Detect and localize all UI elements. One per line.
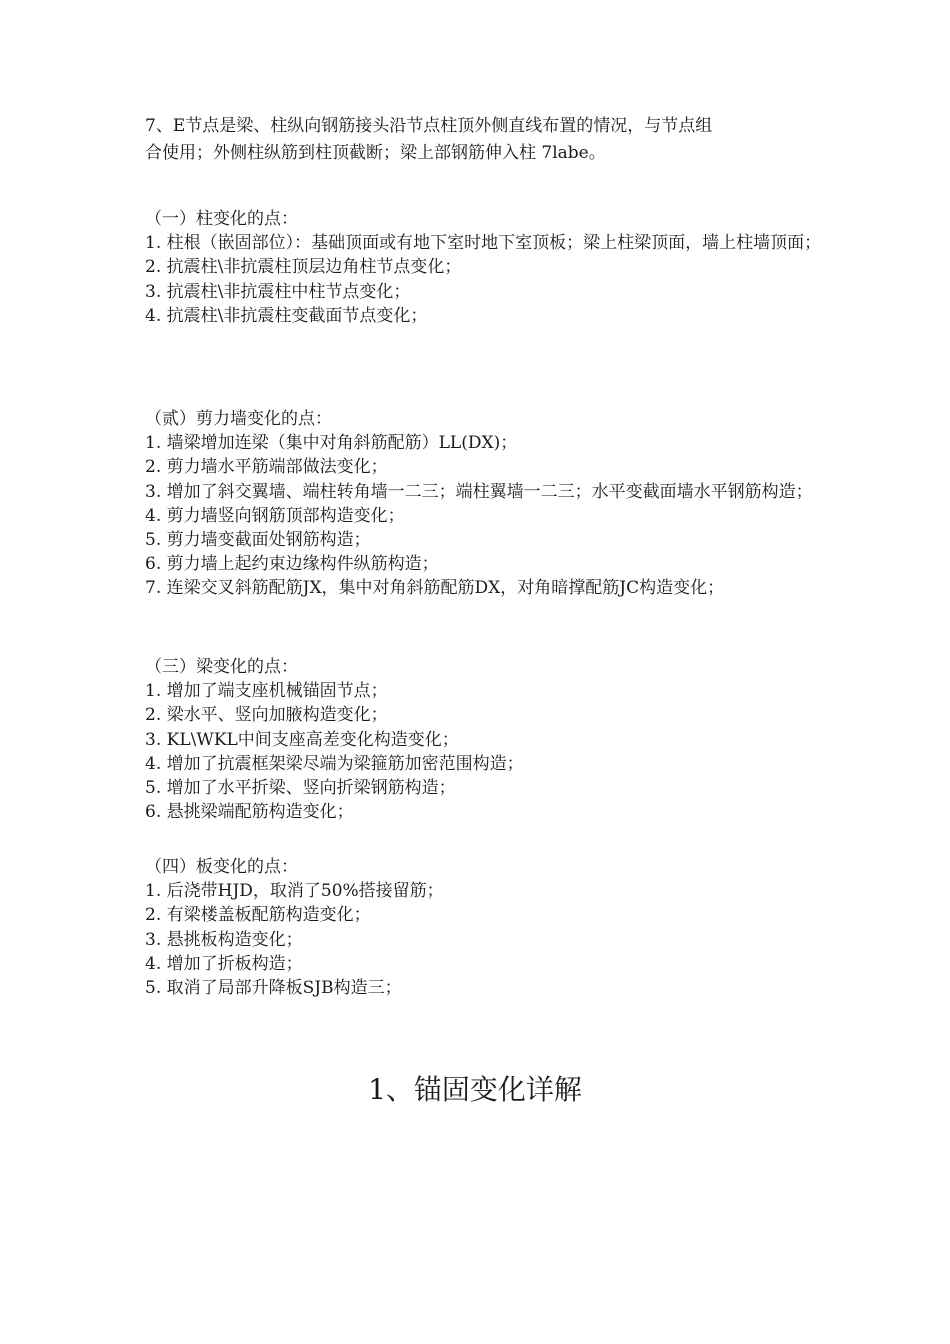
list-item: 1. 后浇带HJD，取消了50%搭接留筋； — [145, 881, 444, 902]
section-column-changes — [145, 207, 845, 328]
list-item: 2. 梁水平、竖向加腋构造变化； — [145, 705, 388, 726]
list-item: 3. 抗震柱\非抗震柱中柱节点变化； — [145, 281, 411, 302]
list-item: 5. 剪力墙变截面处钢筋构造； — [145, 530, 371, 551]
section-list — [145, 679, 845, 824]
list-item: 1. 增加了端支座机械锚固节点； — [145, 681, 388, 702]
list-item: 4. 剪力墙竖向钢筋顶部构造变化； — [145, 505, 405, 526]
list-item: 6. 剪力墙上起约束边缘构件纵筋构造； — [145, 554, 439, 575]
list-item: 1. 柱根（嵌固部位）：基础顶面或有地下室时地下室顶板；梁上柱梁顶面，墙上柱墙顶面； — [145, 233, 822, 254]
list-item: 2. 有梁楼盖板配筋构造变化； — [145, 905, 371, 926]
intro-paragraph — [145, 113, 845, 167]
list-item: 2. 抗震柱\非抗震柱顶层边角柱节点变化； — [145, 257, 462, 278]
list-item: 7. 连梁交叉斜筋配筋JX，集中对角斜筋配筋DX，对角暗撑配筋JC构造变化； — [145, 578, 725, 599]
list-item: 4. 增加了抗震框架梁尽端为梁箍筋加密范围构造； — [145, 753, 524, 774]
section-list — [145, 231, 845, 328]
list-item: 3. 增加了斜交翼墙、端柱转角墙一二三；端柱翼墙一二三；水平变截面墙水平钢筋构造； — [145, 481, 813, 502]
section-heading: 1、锚固变化详解 — [368, 1073, 582, 1106]
intro-line-1: 7、E节点是梁、柱纵向钢筋接头沿节点柱顶外侧直线布置的情况，与节点组 — [145, 116, 713, 136]
list-item: 3. KL\WKL中间支座高差变化构造变化； — [145, 729, 459, 750]
list-item: 5. 增加了水平折梁、竖向折梁钢筋构造； — [145, 778, 456, 799]
list-item: 4. 抗震柱\非抗震柱变截面节点变化； — [145, 305, 428, 326]
list-item: 6. 悬挑梁端配筋构造变化； — [145, 802, 354, 823]
section-title: （四）板变化的点： — [145, 857, 298, 877]
section-list — [145, 431, 845, 600]
list-item: 2. 剪力墙水平筋端部做法变化； — [145, 457, 388, 478]
section-title: （一）柱变化的点： — [145, 209, 298, 229]
section-list — [145, 879, 845, 1000]
list-item: 1. 墙梁增加连梁（集中对角斜筋配筋）LL(DX)； — [145, 433, 518, 454]
section-title: （贰）剪力墙变化的点： — [145, 409, 332, 429]
section-slab-changes — [145, 855, 845, 1000]
section-title: （三）梁变化的点： — [145, 657, 298, 677]
section-shear-wall-changes — [145, 407, 845, 601]
intro-line-2: 合使用；外侧柱纵筋到柱顶截断；梁上部钢筋伸入柱 7labe。 — [145, 143, 606, 163]
list-item: 3. 悬挑板构造变化； — [145, 929, 303, 950]
list-item: 5. 取消了局部升降板SJB构造三； — [145, 978, 402, 999]
section-beam-changes — [145, 655, 845, 824]
list-item: 4. 增加了折板构造； — [145, 953, 303, 974]
